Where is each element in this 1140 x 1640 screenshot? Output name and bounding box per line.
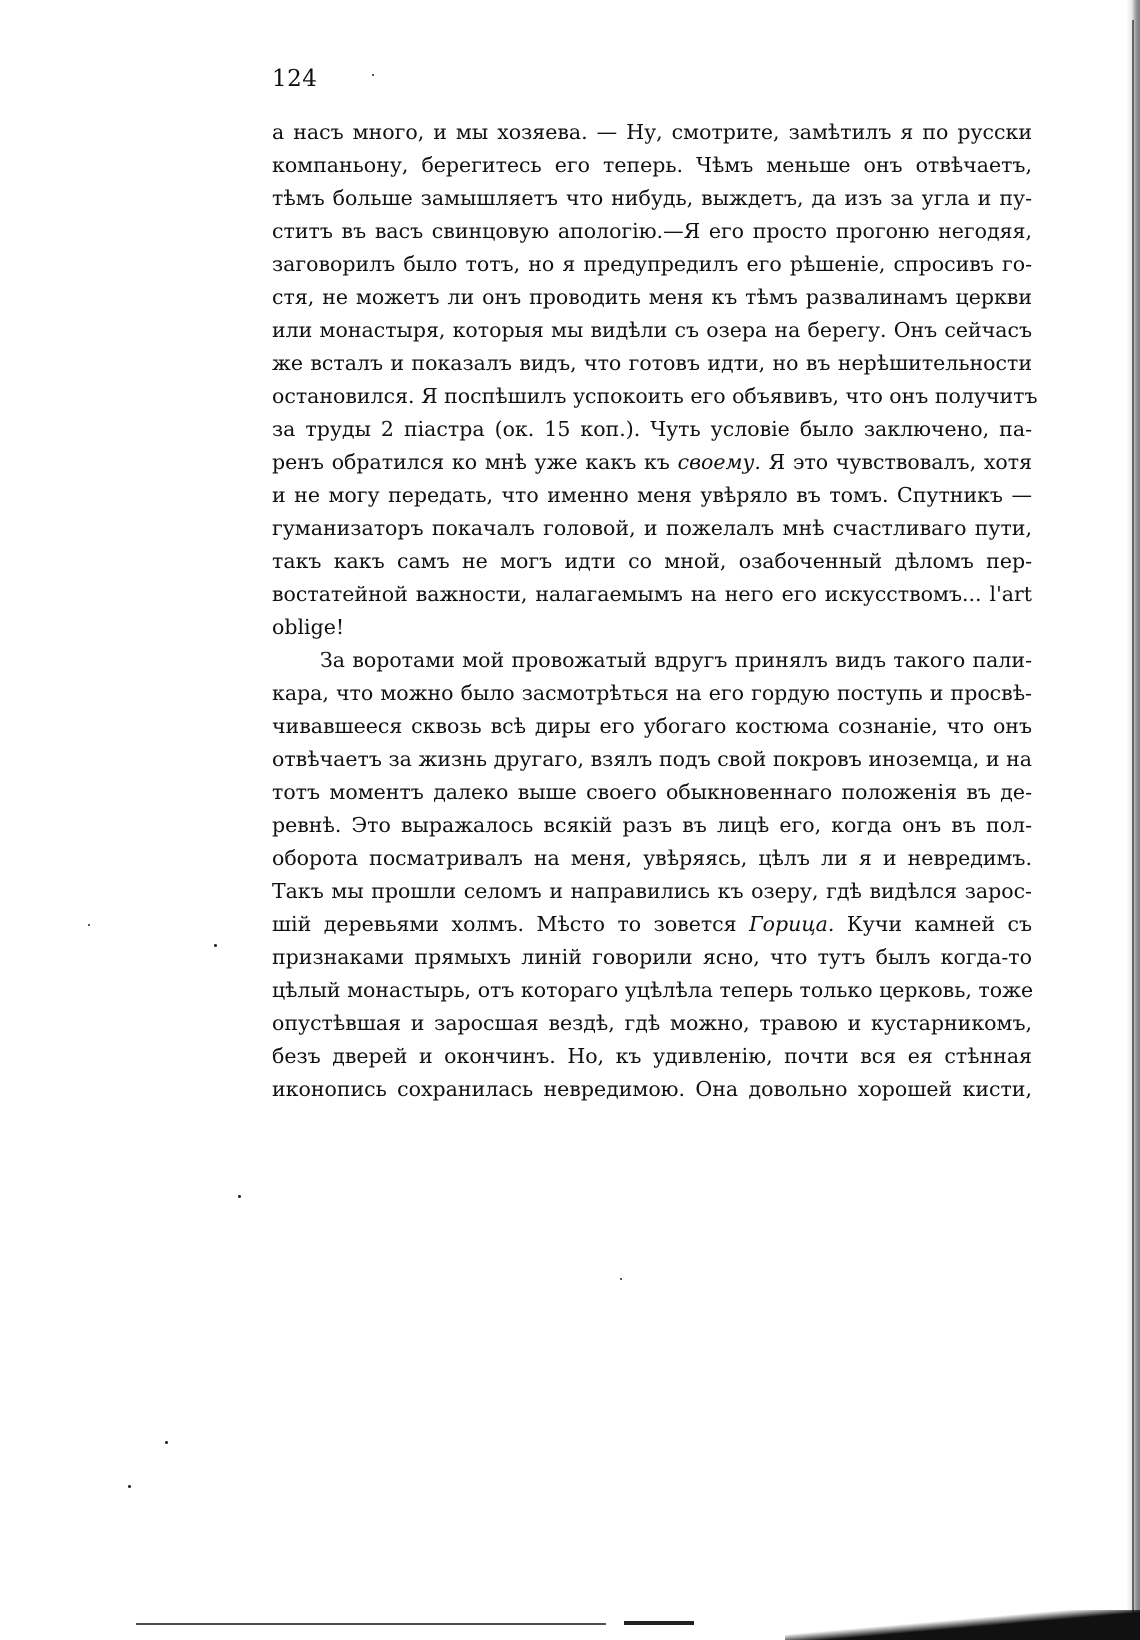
scan-speck: [372, 74, 374, 76]
text-line: тѣмъ больше замышляетъ что нибудь, выждетъ, да изъ за угла и пу-: [272, 186, 1032, 210]
text-line: такъ какъ самъ не могъ идти со мной, озабоченный дѣломъ пер-: [272, 549, 1032, 573]
text-line: остановился. Я поспѣшилъ успокоить его объявивъ, что онъ получитъ: [272, 384, 1038, 408]
scan-speck: [620, 1278, 622, 1280]
text-line: Такъ мы прошли селомъ и направились къ озеру, гдѣ видѣлся зарос-: [272, 879, 1032, 903]
text-line: ревнѣ. Это выражалось всякій разъ въ лицѣ его, когда онъ въ пол-: [272, 813, 1032, 837]
text-line: безъ дверей и окончинъ. Но, къ удивленію, почти вся ея стѣнная: [272, 1044, 1032, 1068]
text-line: чивавшееся сквозь всѣ диры его убогаго костюма сознаніе, что онъ: [272, 714, 1032, 738]
text-line: стя, не можетъ ли онъ проводить меня къ тѣмъ развалинамъ церкви: [272, 285, 1032, 309]
text-fragment: шій деревьями холмъ. Мѣсто то зовется: [272, 912, 750, 936]
text-line: опустѣвшая и заросшая вездѣ, гдѣ можно, травою и кустарникомъ,: [272, 1011, 1032, 1035]
text-fragment: ренъ обратился ко мнѣ уже какъ къ: [272, 450, 678, 474]
scan-bottom-rule: [136, 1623, 606, 1625]
paragraph-start-line: За воротами мой провожатый вдругъ принялъ видъ такого пали-: [320, 648, 1032, 672]
text-line: иконопись сохранилась невредимою. Она довольно хорошей кисти,: [272, 1077, 1032, 1101]
scan-corner-shadow: [785, 1610, 1140, 1640]
page-number: 124: [272, 66, 318, 92]
scan-speck: [214, 944, 217, 947]
text-line: заговорилъ было тотъ, но я предупредилъ его рѣшеніе, спросивъ го-: [272, 252, 1032, 276]
scan-speck: [238, 1195, 241, 1198]
scan-edge-line: [1132, 20, 1134, 1620]
text-line: кара, что можно было засмотрѣться на его гордую поступь и просвѣ-: [272, 681, 1032, 705]
text-line-with-italic: [272, 908, 1032, 941]
scan-speck: [165, 1441, 168, 1444]
text-fragment: Я это чувствовалъ, хотя: [760, 450, 1033, 474]
text-line: компаньону, берегитесь его теперь. Чѣмъ меньше онъ отвѣчаетъ,: [272, 153, 1032, 177]
italic-word: своему.: [677, 450, 761, 474]
scan-speck: [88, 924, 90, 926]
text-line: ститъ въ васъ свинцовую апологію.—Я его просто прогоню негодяя,: [272, 219, 1032, 243]
text-line: оборота посматривалъ на меня, увѣряясь, цѣлъ ли я и невредимъ.: [272, 846, 1032, 870]
text-line: востатейной важности, налагаемымъ на него его искусствомъ... l'art: [272, 582, 1032, 606]
text-line: признаками прямыхъ линій говорили ясно, что тутъ былъ когда-то: [272, 945, 1032, 969]
text-line: а насъ много, и мы хозяева. — Ну, смотрите, замѣтилъ я по русски: [272, 120, 1032, 144]
text-line: гуманизаторъ покачалъ головой, и пожелалъ мнѣ счастливаго пути,: [272, 516, 1032, 540]
text-line: и не могу передать, что именно меня увѣряло въ томъ. Спутникъ —: [272, 483, 1032, 507]
text-line: отвѣчаетъ за жизнь другаго, взялъ подъ свой покровъ иноземца, и на: [272, 747, 1032, 771]
italic-word: Горица.: [749, 912, 835, 936]
body-text: [272, 116, 1038, 1106]
text-line: или монастыря, которыя мы видѣли съ озера на берегу. Онъ сейчасъ: [272, 318, 1032, 342]
text-line: за труды 2 піастра (ок. 15 коп.). Чуть условіе было заключено, па-: [272, 417, 1032, 441]
text-fragment: Кучи камней съ: [834, 912, 1033, 936]
text-line: же всталъ и показалъ видъ, что готовъ идти, но въ нерѣшительности: [272, 351, 1032, 375]
text-line-with-italic: [272, 446, 1032, 479]
text-line: тотъ моментъ далеко выше своего обыкновеннаго положенія въ де-: [272, 780, 1032, 804]
scan-speck: [128, 1485, 131, 1488]
text-line: цѣлый монастырь, отъ котораго уцѣлѣла теперь только церковь, тоже: [272, 978, 1034, 1002]
scan-bottom-mark: [624, 1621, 694, 1625]
text-line: oblige!: [272, 615, 345, 639]
